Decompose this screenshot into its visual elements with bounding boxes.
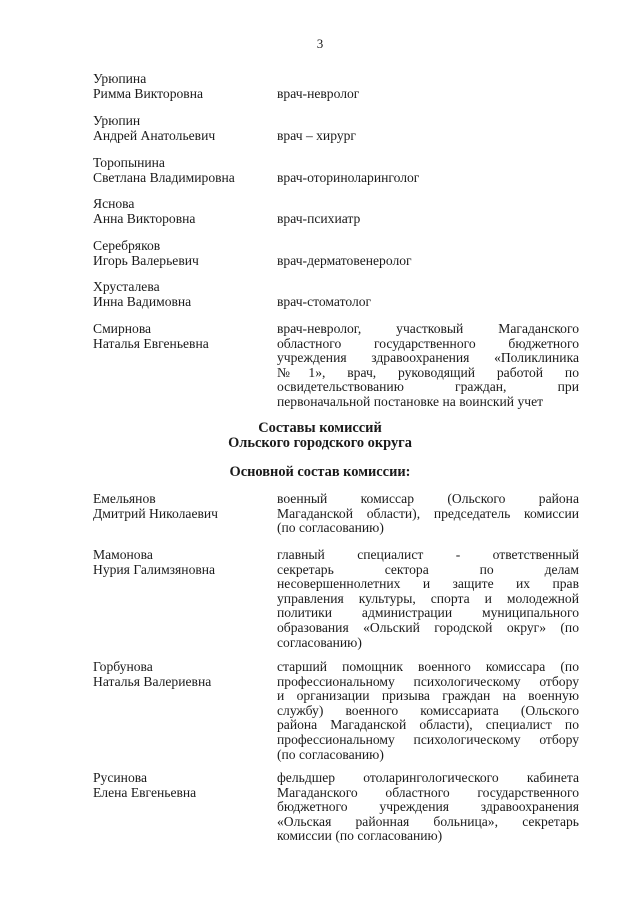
person-surname: Торопынина — [93, 155, 165, 170]
person-surname: Серебряков — [93, 238, 161, 253]
person-given-name: Игорь Валерьевич — [93, 252, 199, 268]
person-surname: Хрусталева — [93, 279, 160, 294]
person-name — [93, 72, 268, 101]
person-role — [277, 548, 579, 650]
role-line: Магаданского областного государственного — [277, 784, 579, 800]
role-line: врач-невролог — [277, 86, 360, 101]
role-line: (по согласованию) — [277, 520, 384, 536]
role-line: врач-психиатр — [277, 211, 361, 226]
page-number: 3 — [316, 36, 324, 51]
person-name — [93, 156, 268, 185]
person-name — [93, 322, 268, 351]
role-line: (по согласованию) — [277, 746, 384, 762]
person-given-name: Инна Вадимовна — [93, 293, 192, 309]
person-given-name: Римма Викторовна — [93, 85, 204, 101]
person-surname: Мамонова — [93, 547, 153, 562]
role-line: «Ольская районная больница», секретарь — [277, 813, 579, 829]
person-given-name: Дмитрий Николаевич — [93, 505, 219, 521]
role-line: Магаданской области), председатель комиссии — [277, 505, 579, 521]
person-surname: Яснова — [93, 196, 135, 211]
person-given-name: Андрей Анатольевич — [93, 127, 216, 143]
role-line: врач-невролог, участковый Магаданского — [277, 321, 579, 336]
role-line: первоначальной постановке на воинский учет — [277, 393, 544, 409]
person-given-name: Елена Евгеньевна — [93, 784, 197, 800]
role-line: учреждения здравоохранения «Поликлиника — [277, 350, 579, 366]
person-given-name: Светлана Владимировна — [93, 169, 235, 185]
role-line: врач-стоматолог — [277, 294, 372, 309]
role-line: секретарь сектора по делам — [277, 561, 579, 577]
person-name — [93, 197, 268, 226]
role-line: врач-оториноларинголог — [277, 170, 420, 185]
person-given-name: Наталья Евгеньевна — [93, 335, 209, 351]
person-surname: Русинова — [93, 770, 148, 785]
person-name — [93, 660, 268, 689]
person-role — [277, 254, 579, 269]
role-line: врач-дерматовенеролог — [277, 253, 412, 268]
role-line: политики администрации муниципального — [277, 605, 579, 621]
composition-heading: Основной состав комиссии: — [229, 464, 411, 480]
role-line: главный специалист - ответственный — [277, 547, 579, 562]
person-role — [277, 771, 579, 844]
person-surname: Урюпин — [93, 113, 141, 128]
person-name — [93, 280, 268, 309]
role-line: комиссии (по согласованию) — [277, 828, 443, 844]
role-line: района Магаданской области), специалист по — [277, 717, 579, 733]
role-line: несовершеннолетних и защите их прав — [277, 576, 579, 592]
section-heading: Составы комиссий — [258, 420, 382, 436]
role-line: фельдшер отоларингологического кабинета — [277, 770, 579, 785]
person-name — [93, 771, 268, 800]
role-line: областного государственного бюджетного — [277, 335, 579, 351]
role-line: военный комиссар (Ольского района — [277, 491, 579, 506]
role-line: согласованию) — [277, 634, 362, 650]
role-line: управления культуры, спорта и молодежной — [277, 590, 579, 606]
person-surname: Емельянов — [93, 491, 156, 506]
section-subheading: Ольского городского округа — [228, 435, 412, 451]
person-surname: Смирнова — [93, 321, 152, 336]
role-line: образования «Ольский городской округ» (по — [277, 619, 579, 635]
role-line: профессиональному психологическому отбору — [277, 673, 579, 689]
role-line: службу) военного комиссариата (Ольского — [277, 702, 579, 718]
person-role — [277, 87, 579, 102]
person-given-name: Нурия Галимзяновна — [93, 561, 216, 577]
person-name — [93, 114, 268, 143]
person-role — [277, 212, 579, 227]
person-surname: Горбунова — [93, 659, 153, 674]
role-line: бюджетного учреждения здравоохранения — [277, 799, 579, 815]
role-line: старший помощник военного комиссара (по — [277, 659, 579, 674]
person-given-name: Наталья Валериевна — [93, 673, 212, 689]
role-line: и организации призыва граждан на военную — [277, 688, 579, 704]
person-role — [277, 322, 579, 410]
person-role — [277, 295, 579, 310]
person-name — [93, 239, 268, 268]
person-surname: Урюпина — [93, 71, 147, 86]
role-line: освидетельствованию граждан, при — [277, 379, 579, 395]
role-line: профессиональному психологическому отбору — [277, 731, 579, 747]
person-role — [277, 129, 579, 144]
person-name — [93, 492, 268, 521]
role-line: №1», врач, руководящий работой по — [277, 364, 579, 380]
person-role — [277, 660, 579, 762]
person-role — [277, 171, 579, 186]
person-given-name: Анна Викторовна — [93, 210, 196, 226]
person-name — [93, 548, 268, 577]
person-role — [277, 492, 579, 536]
role-line: врач – хирург — [277, 128, 356, 143]
